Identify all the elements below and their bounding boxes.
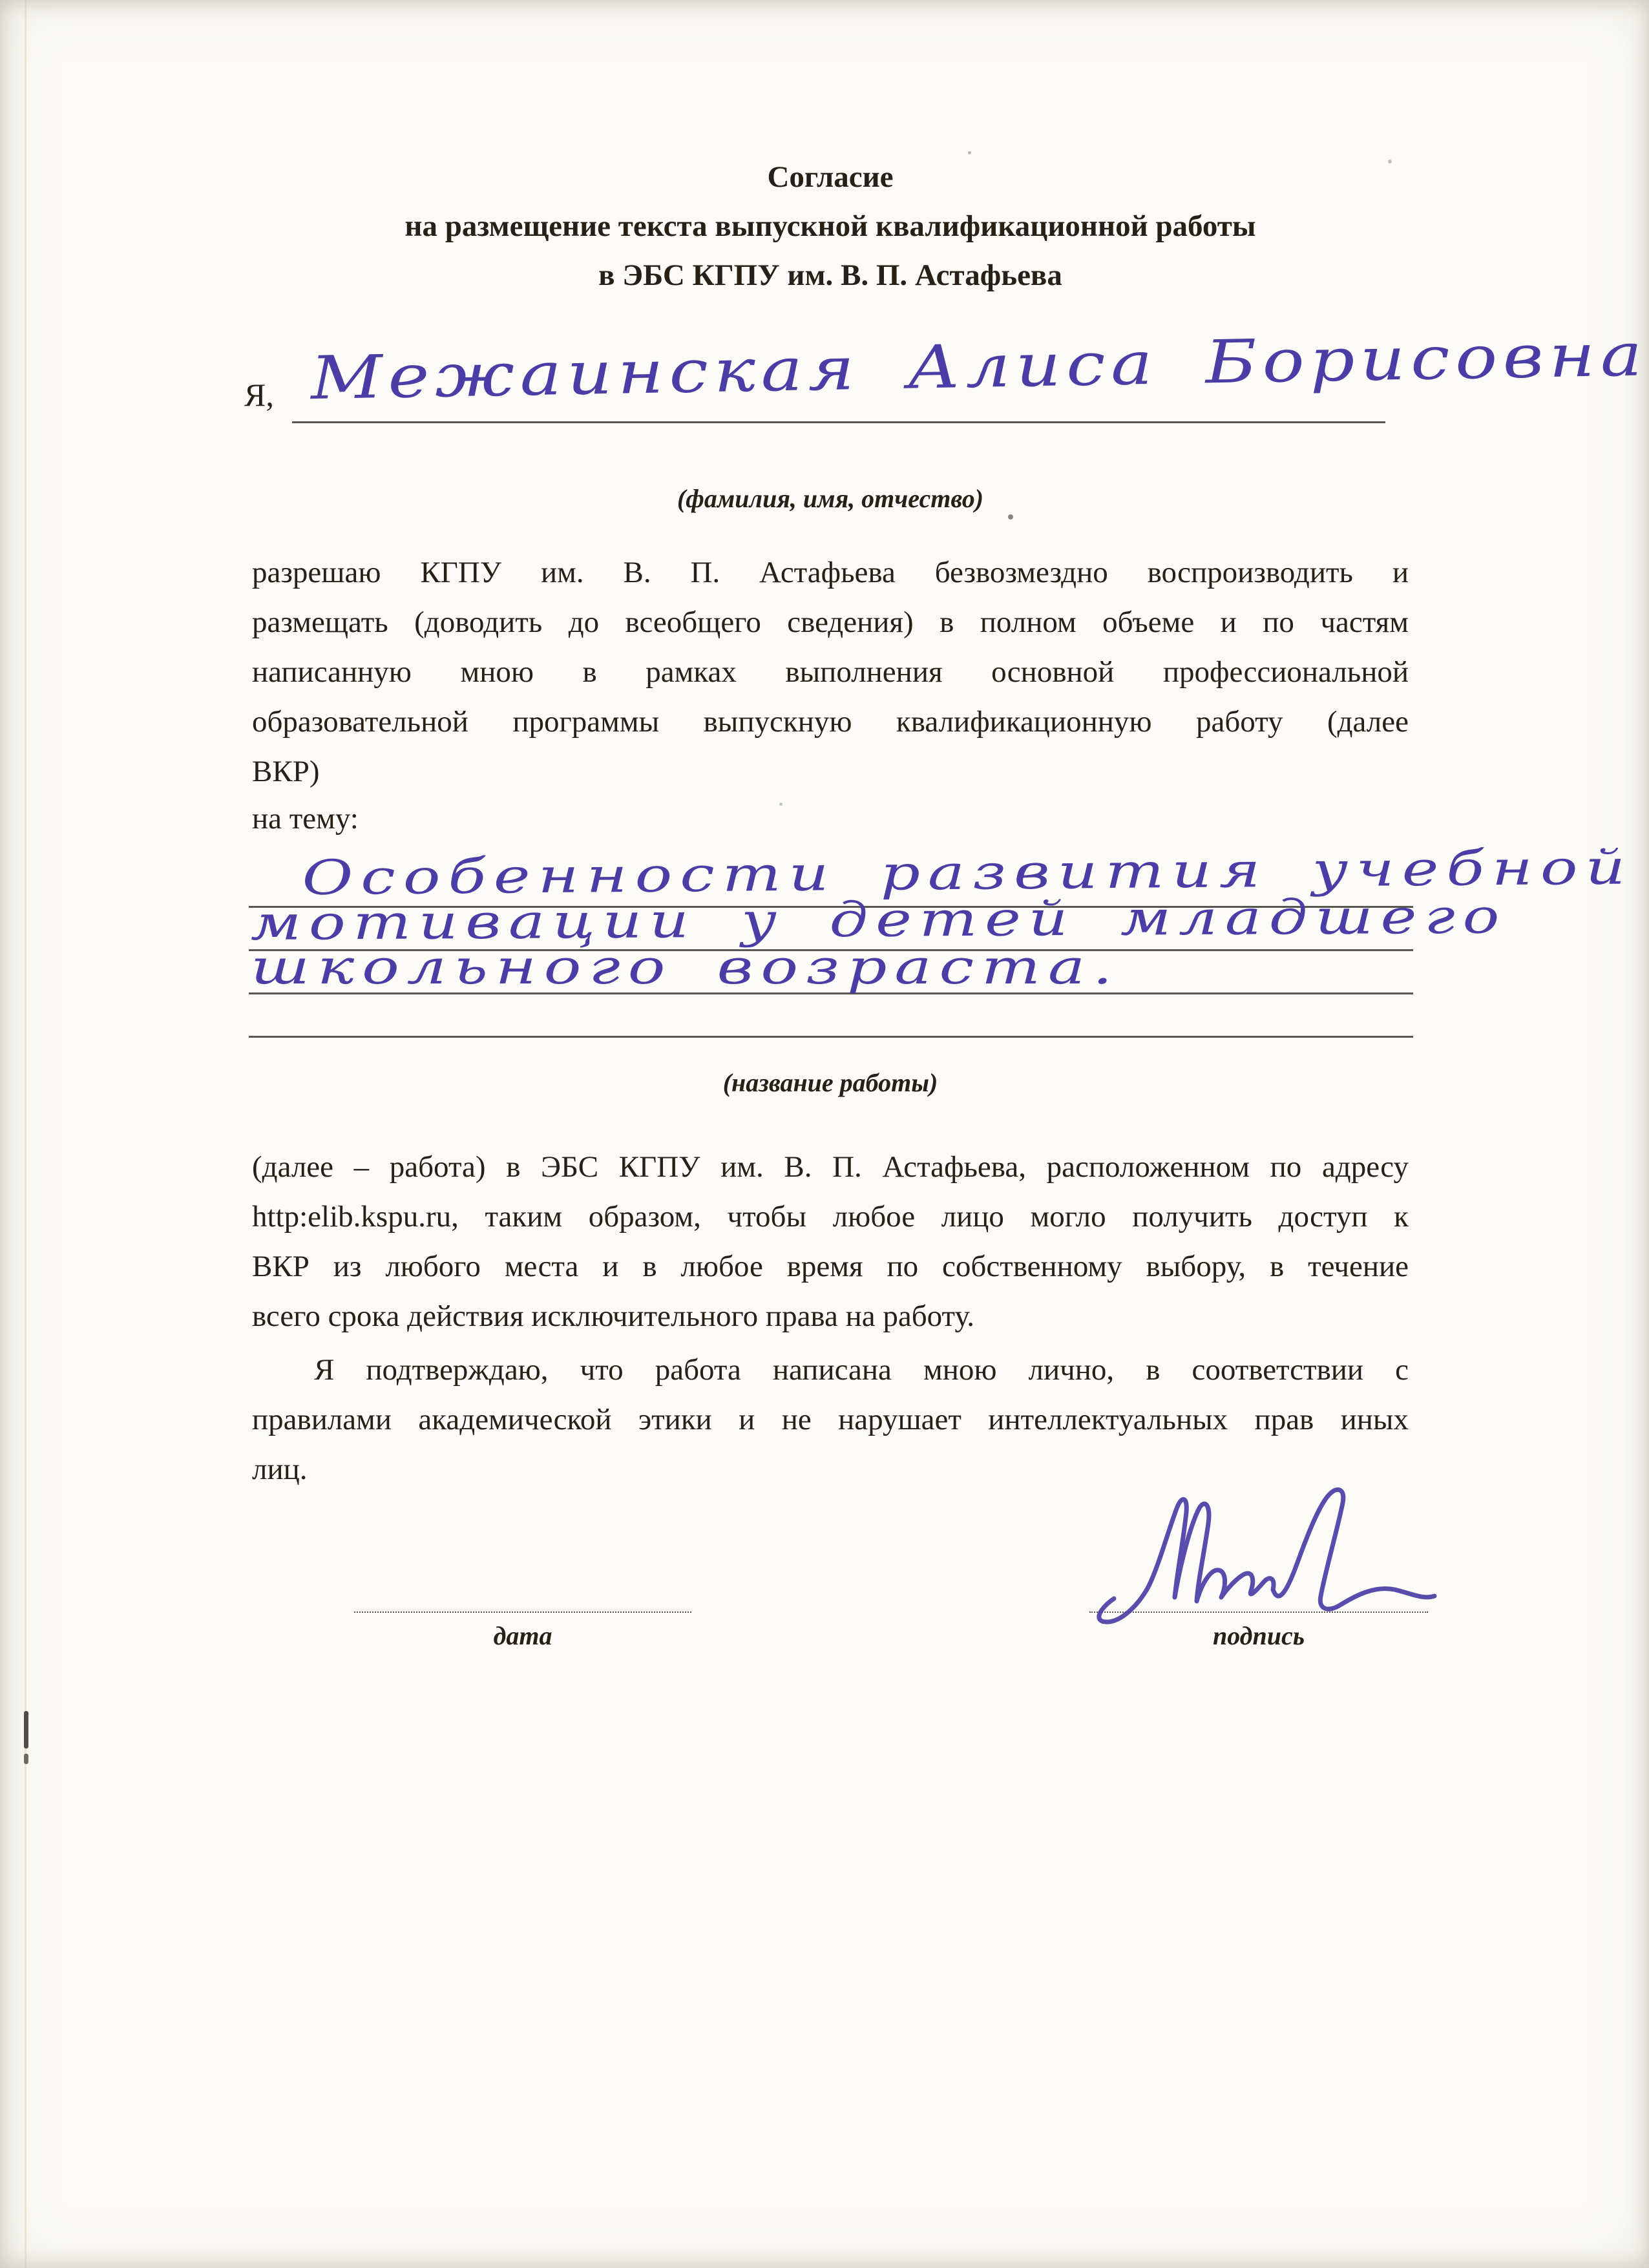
permission-paragraph	[252, 548, 1409, 797]
paragraph-line: ВКР)	[252, 755, 320, 788]
document-title	[252, 152, 1409, 300]
paragraph-line: Я подтверждаю, что работа написана мною лично, в соответствии с	[314, 1353, 1409, 1387]
paragraph-line: всего срока действия исключительного права на работу.	[252, 1299, 974, 1333]
scan-mark-artifact	[24, 1711, 28, 1748]
handwritten-topic-line-2: мотивации у детей младшего	[250, 888, 1507, 951]
title-line-3: в ЭБС КГПУ им. В. П. Астафьева	[598, 258, 1062, 292]
paragraph-line: правилами академической этики и не нарушает интеллектуальных прав иных	[252, 1403, 1409, 1436]
handwritten-signature	[1080, 1484, 1442, 1636]
topic-underline	[249, 1036, 1413, 1038]
fio-caption: (фамилия, имя, отчество)	[677, 484, 984, 513]
name-underline	[292, 421, 1385, 423]
signature-label: подпись	[1212, 1621, 1305, 1650]
handwritten-topic-line-1: Особенности развития учебной	[301, 839, 1633, 906]
date-label: дата	[493, 1621, 552, 1650]
scanner-edge-artifact	[25, 0, 26, 2268]
date-line	[354, 1612, 691, 1613]
address-paragraph	[252, 1142, 1409, 1341]
handwritten-topic-line-3: школьного возраста.	[251, 940, 1120, 995]
work-title-caption: (название работы)	[722, 1068, 938, 1097]
paragraph-line: лиц.	[252, 1453, 308, 1486]
paragraph-line: размещать (доводить до всеобщего сведения) в полном объеме и по частям	[252, 605, 1409, 639]
paragraph-line: ВКР из любого места и в любое время по собственному выбору, в течение	[252, 1250, 1409, 1283]
scan-speck-artifact	[779, 803, 782, 806]
paragraph-line: образовательной программы выпускную квалификационную работу (далее	[252, 705, 1409, 739]
title-line-2: на размещение текста выпускной квалификационной работы	[404, 209, 1256, 243]
name-prefix: Я,	[244, 377, 274, 413]
title-line-1: Согласие	[767, 160, 894, 194]
paragraph-line: разрешаю КГПУ им. В. П. Астафьева безвозмездно воспроизводить и	[252, 556, 1409, 589]
confirmation-paragraph	[252, 1345, 1409, 1495]
paragraph-line: написанную мною в рамках выполнения основной профессиональной	[252, 655, 1409, 689]
handwritten-full-name: Межаинская Алиса Борисовна	[310, 320, 1648, 413]
scan-speck-artifact	[1008, 514, 1013, 520]
paragraph-line: http:elib.kspu.ru, таким образом, чтобы любое лицо могло получить доступ к	[252, 1200, 1409, 1234]
paragraph-line: (далее – работа) в ЭБС КГПУ им. В. П. Астафьева, расположенном по адресу	[252, 1150, 1409, 1184]
scan-mark-artifact	[24, 1754, 28, 1764]
topic-label: на тему:	[252, 802, 359, 835]
